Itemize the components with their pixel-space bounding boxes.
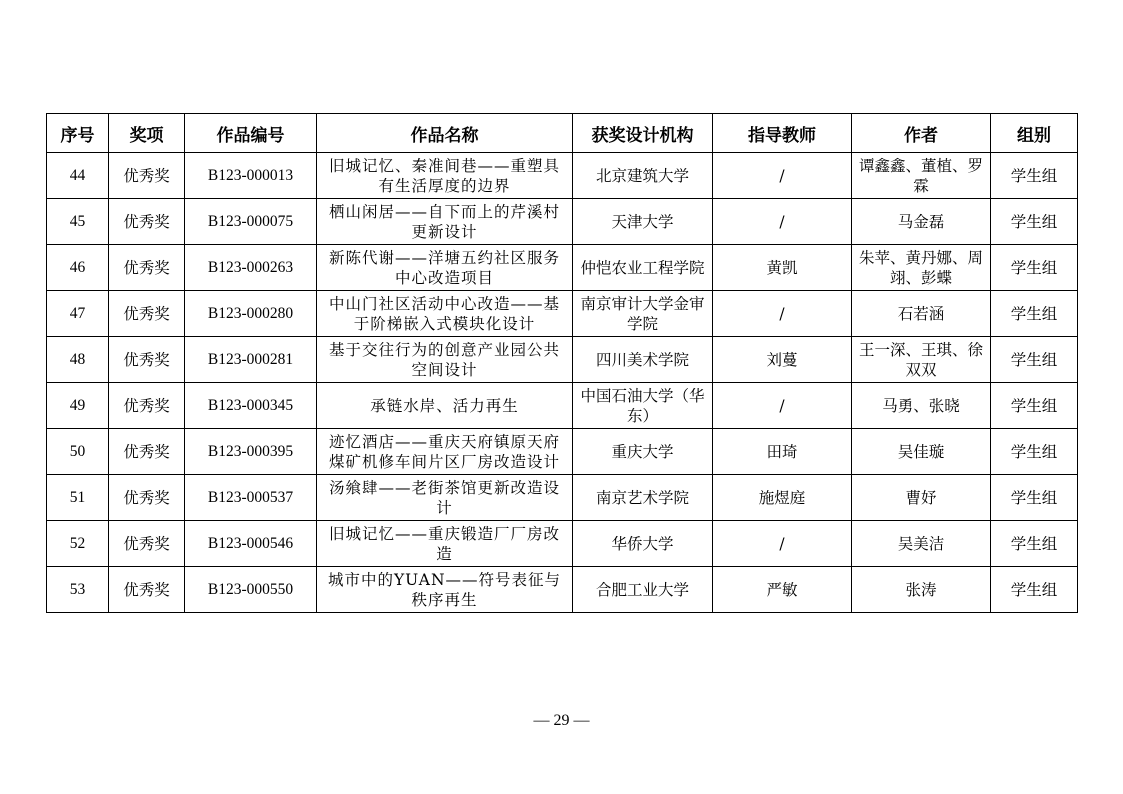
cell-work-code: B123-000280: [185, 291, 317, 337]
cell-work-title: 迹忆酒店——重庆天府镇原天府煤矿机修车间片区厂房改造设计: [317, 429, 573, 475]
cell-institution: 北京建筑大学: [573, 153, 713, 199]
cell-award: 优秀奖: [109, 153, 185, 199]
table-row: [47, 429, 1078, 475]
cell-authors: 曹妤: [852, 475, 991, 521]
cell-work-code: B123-000550: [185, 567, 317, 613]
cell-index: 45: [47, 199, 109, 245]
table-row: [47, 337, 1078, 383]
cell-institution: 天津大学: [573, 199, 713, 245]
cell-award: 优秀奖: [109, 475, 185, 521]
cell-advisor: 田琦: [713, 429, 852, 475]
cell-authors: 朱苹、黄丹娜、周翊、彭蝶: [852, 245, 991, 291]
cell-index: 53: [47, 567, 109, 613]
cell-advisor: 刘蔓: [713, 337, 852, 383]
cell-index: 50: [47, 429, 109, 475]
cell-institution: 重庆大学: [573, 429, 713, 475]
cell-work-code: B123-000345: [185, 383, 317, 429]
cell-advisor: /: [713, 383, 852, 429]
cell-work-title: 栖山闲居——自下而上的芹溪村更新设计: [317, 199, 573, 245]
header-work-code: 作品编号: [185, 114, 317, 153]
cell-work-code: B123-000013: [185, 153, 317, 199]
table-row: [47, 245, 1078, 291]
cell-group: 学生组: [991, 245, 1078, 291]
cell-advisor: /: [713, 521, 852, 567]
cell-group: 学生组: [991, 199, 1078, 245]
cell-index: 47: [47, 291, 109, 337]
cell-authors: 谭鑫鑫、董植、罗霖: [852, 153, 991, 199]
table-row: [47, 153, 1078, 199]
cell-work-code: B123-000537: [185, 475, 317, 521]
cell-group: 学生组: [991, 383, 1078, 429]
cell-index: 46: [47, 245, 109, 291]
cell-index: 52: [47, 521, 109, 567]
cell-institution: 华侨大学: [573, 521, 713, 567]
header-institution: 获奖设计机构: [573, 114, 713, 153]
cell-index: 48: [47, 337, 109, 383]
cell-authors: 马勇、张晓: [852, 383, 991, 429]
cell-award: 优秀奖: [109, 337, 185, 383]
table-row: [47, 567, 1078, 613]
cell-work-title: 新陈代谢——洋塘五约社区服务中心改造项目: [317, 245, 573, 291]
table-row: [47, 521, 1078, 567]
cell-work-title: 中山门社区活动中心改造——基于阶梯嵌入式模块化设计: [317, 291, 573, 337]
cell-authors: 吴佳璇: [852, 429, 991, 475]
cell-advisor: /: [713, 199, 852, 245]
cell-award: 优秀奖: [109, 199, 185, 245]
awards-table: [46, 113, 1078, 613]
header-authors: 作者: [852, 114, 991, 153]
cell-advisor: 严敏: [713, 567, 852, 613]
cell-authors: 吴美洁: [852, 521, 991, 567]
cell-award: 优秀奖: [109, 429, 185, 475]
page-number: — 29 —: [533, 712, 590, 729]
header-group: 组别: [991, 114, 1078, 153]
cell-award: 优秀奖: [109, 245, 185, 291]
cell-group: 学生组: [991, 521, 1078, 567]
cell-advisor: /: [713, 291, 852, 337]
cell-award: 优秀奖: [109, 383, 185, 429]
cell-work-title: 城市中的YUAN——符号表征与秩序再生: [317, 567, 573, 613]
cell-authors: 马金磊: [852, 199, 991, 245]
cell-work-title: 旧城记忆——重庆锻造厂厂房改造: [317, 521, 573, 567]
cell-work-code: B123-000263: [185, 245, 317, 291]
cell-work-code: B123-000546: [185, 521, 317, 567]
header-work-title: 作品名称: [317, 114, 573, 153]
cell-advisor: 黄凯: [713, 245, 852, 291]
cell-index: 49: [47, 383, 109, 429]
cell-work-title: 基于交往行为的创意产业园公共空间设计: [317, 337, 573, 383]
cell-institution: 南京审计大学金审学院: [573, 291, 713, 337]
cell-group: 学生组: [991, 567, 1078, 613]
cell-group: 学生组: [991, 337, 1078, 383]
header-award: 奖项: [109, 114, 185, 153]
cell-authors: 王一深、王琪、徐双双: [852, 337, 991, 383]
table-row: [47, 291, 1078, 337]
cell-group: 学生组: [991, 429, 1078, 475]
cell-award: 优秀奖: [109, 567, 185, 613]
table-row: [47, 199, 1078, 245]
cell-group: 学生组: [991, 291, 1078, 337]
cell-advisor: /: [713, 153, 852, 199]
cell-authors: 石若涵: [852, 291, 991, 337]
cell-award: 优秀奖: [109, 521, 185, 567]
cell-advisor: 施煜庭: [713, 475, 852, 521]
cell-institution: 合肥工业大学: [573, 567, 713, 613]
cell-work-title: 承链水岸、活力再生: [317, 383, 573, 429]
cell-authors: 张涛: [852, 567, 991, 613]
cell-institution: 南京艺术学院: [573, 475, 713, 521]
cell-index: 51: [47, 475, 109, 521]
cell-award: 优秀奖: [109, 291, 185, 337]
table-row: [47, 475, 1078, 521]
cell-institution: 仲恺农业工程学院: [573, 245, 713, 291]
cell-work-code: B123-000075: [185, 199, 317, 245]
cell-institution: 中国石油大学（华东）: [573, 383, 713, 429]
table-header-row: [47, 114, 1078, 153]
cell-work-title: 旧城记忆、秦准间巷——重塑具有生活厚度的边界: [317, 153, 573, 199]
cell-institution: 四川美术学院: [573, 337, 713, 383]
cell-group: 学生组: [991, 153, 1078, 199]
cell-work-code: B123-000395: [185, 429, 317, 475]
table-row: [47, 383, 1078, 429]
cell-work-code: B123-000281: [185, 337, 317, 383]
cell-work-title: 汤飨肆——老街茶馆更新改造设计: [317, 475, 573, 521]
cell-group: 学生组: [991, 475, 1078, 521]
cell-index: 44: [47, 153, 109, 199]
header-index: 序号: [47, 114, 109, 153]
header-advisor: 指导教师: [713, 114, 852, 153]
